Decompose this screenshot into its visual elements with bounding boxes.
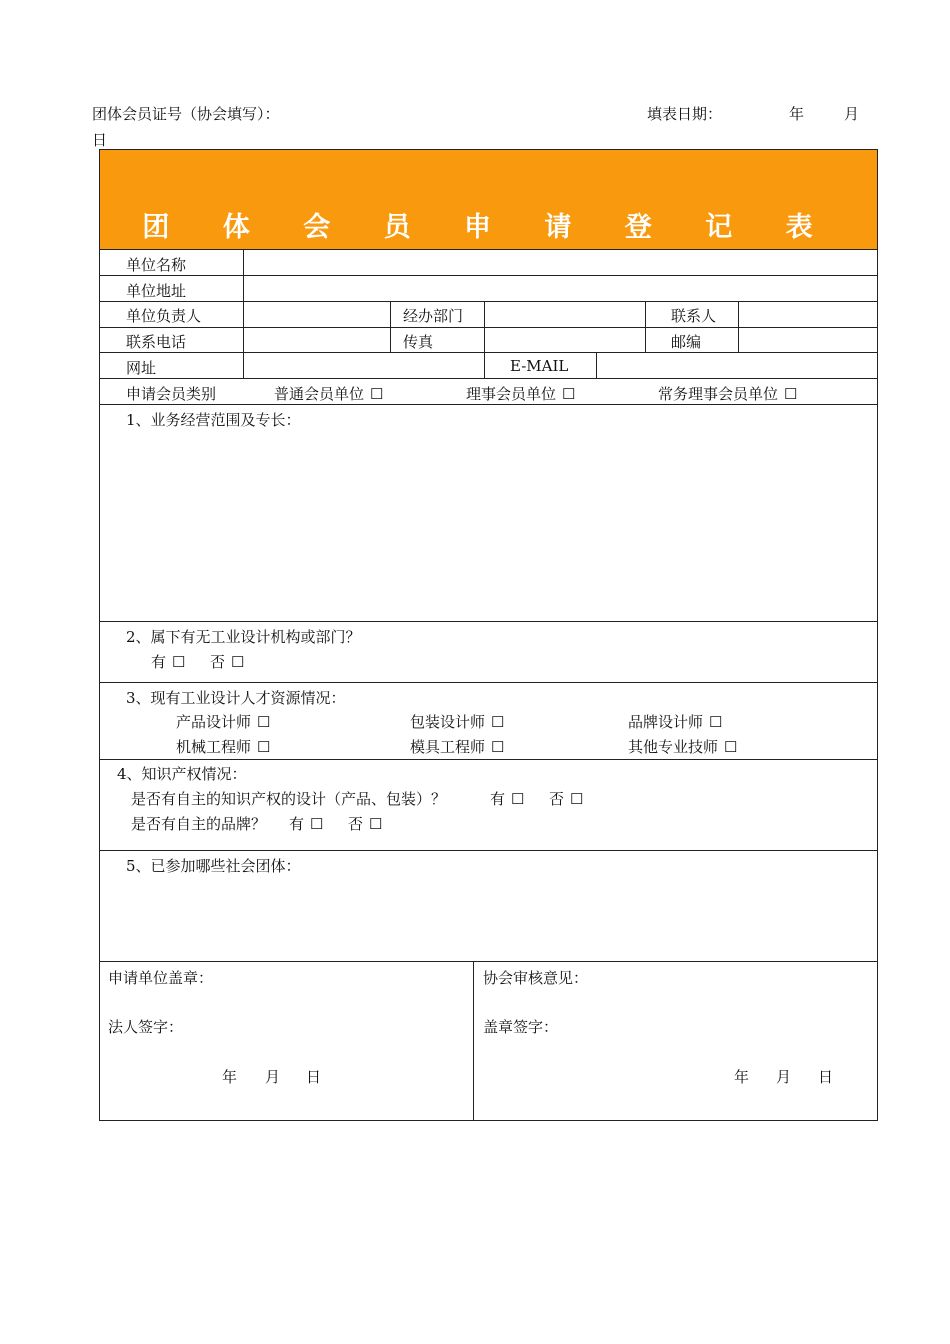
- member-type-option-regular[interactable]: [274, 383, 383, 404]
- applicant-seal-label: 申请单位盖章：: [108, 969, 214, 987]
- row-line: [99, 682, 878, 683]
- option-label: 产品设计师: [176, 713, 252, 731]
- option-label: 包装设计师: [410, 713, 486, 731]
- option-label: 有: [289, 815, 305, 833]
- option-label: 有: [490, 790, 506, 808]
- checkbox-icon[interactable]: ☐: [491, 738, 505, 756]
- ip-brand-no[interactable]: [348, 813, 382, 834]
- checkbox-icon[interactable]: ☐: [491, 713, 505, 731]
- option-label: 否: [549, 790, 565, 808]
- assoc-date-day: 日: [818, 1068, 834, 1086]
- fill-date-label: 填表日期：: [647, 105, 723, 123]
- business-scope-field[interactable]: [110, 432, 865, 614]
- talent-product-designer[interactable]: [176, 711, 270, 732]
- ip-brand-yes[interactable]: [289, 813, 323, 834]
- member-type-option-label: 普通会员单位: [274, 385, 365, 403]
- assoc-date-year: 年: [734, 1068, 750, 1086]
- row-line: [99, 621, 878, 622]
- website-label: 网址: [126, 359, 157, 377]
- fill-date-day: 日: [92, 131, 108, 149]
- section-2-heading: 2、属下有无工业设计机构或部门？: [126, 628, 361, 646]
- row-line: [99, 759, 878, 760]
- checkbox-icon[interactable]: ☐: [370, 385, 384, 403]
- table-border-top: [99, 149, 878, 150]
- assoc-opinion-label: 协会审核意见：: [483, 969, 589, 987]
- handling-dept-field[interactable]: [485, 302, 645, 327]
- contact-person-field[interactable]: [739, 302, 877, 327]
- ip-design-question: [131, 788, 446, 809]
- member-type-option-label: 理事会员单位: [466, 385, 557, 403]
- talent-brand-designer[interactable]: [628, 711, 722, 732]
- col-line: [473, 961, 474, 1121]
- postcode-label: 邮编: [671, 333, 702, 351]
- member-type-option-council[interactable]: [466, 383, 575, 404]
- col-line: [645, 301, 646, 353]
- checkbox-icon[interactable]: ☐: [511, 790, 525, 808]
- checkbox-icon[interactable]: ☐: [570, 790, 584, 808]
- member-type-label: 申请会员类别: [126, 385, 217, 403]
- checkbox-icon[interactable]: ☐: [310, 815, 324, 833]
- section-1-heading: 1、业务经营范围及专长：: [126, 411, 301, 429]
- postcode-field[interactable]: [739, 328, 877, 352]
- unit-name-label: 单位名称: [126, 256, 187, 274]
- option-label: 否: [210, 653, 226, 671]
- applicant-date-year: 年: [222, 1068, 238, 1086]
- ip-brand-question: [131, 813, 266, 834]
- checkbox-icon[interactable]: ☐: [562, 385, 576, 403]
- design-dept-yes[interactable]: [151, 651, 185, 672]
- table-border-right: [877, 149, 878, 1121]
- fax-label: 传真: [403, 333, 434, 351]
- email-field[interactable]: [597, 353, 877, 378]
- legal-sign-label: 法人签字：: [108, 1018, 184, 1036]
- talent-mold-engineer[interactable]: [410, 736, 504, 757]
- email-label: E-MAIL: [510, 357, 569, 375]
- website-field[interactable]: [244, 353, 484, 378]
- assoc-date-month: 月: [776, 1068, 792, 1086]
- checkbox-icon[interactable]: ☐: [257, 713, 271, 731]
- option-label: 否: [348, 815, 364, 833]
- ip-design-no[interactable]: [549, 788, 583, 809]
- member-type-option-label: 常务理事会员单位: [658, 385, 779, 403]
- checkbox-icon[interactable]: ☐: [709, 713, 723, 731]
- option-label: 机械工程师: [176, 738, 252, 756]
- social-groups-field[interactable]: [110, 878, 865, 956]
- checkbox-icon[interactable]: ☐: [172, 653, 186, 671]
- row-line: [99, 850, 878, 851]
- fill-date-year: 年: [789, 105, 805, 123]
- form-title: 团 体 会 员 申 请 登 记 表: [142, 212, 835, 243]
- seal-sign-label: 盖章签字：: [483, 1018, 559, 1036]
- checkbox-icon[interactable]: ☐: [724, 738, 738, 756]
- table-border-left: [99, 149, 100, 1121]
- unit-name-field[interactable]: [244, 250, 877, 275]
- col-line: [390, 301, 391, 353]
- fax-field[interactable]: [485, 328, 645, 352]
- section-5-heading: 5、已参加哪些社会团体：: [126, 857, 301, 875]
- talent-mechanical-engineer[interactable]: [176, 736, 270, 757]
- row-line: [99, 404, 878, 405]
- checkbox-icon[interactable]: ☐: [369, 815, 383, 833]
- row-line: [99, 961, 878, 962]
- talent-other-technician[interactable]: [628, 736, 737, 757]
- design-dept-no[interactable]: [210, 651, 244, 672]
- member-type-option-executive[interactable]: [658, 383, 797, 404]
- member-number-label: 团体会员证号（协会填写）：: [92, 105, 280, 123]
- applicant-date-month: 月: [265, 1068, 281, 1086]
- option-label: 有: [151, 653, 167, 671]
- applicant-date-day: 日: [306, 1068, 322, 1086]
- section-4-heading: 4、知识产权情况：: [117, 765, 247, 783]
- option-label: 其他专业技师: [628, 738, 719, 756]
- unit-head-label: 单位负责人: [126, 307, 202, 325]
- section-3-heading: 3、现有工业设计人才资源情况：: [126, 689, 346, 707]
- phone-label: 联系电话: [126, 333, 187, 351]
- question-text: 是否有自主的品牌？: [131, 815, 267, 833]
- question-text: 是否有自主的知识产权的设计（产品、包装）？: [131, 790, 447, 808]
- option-label: 品牌设计师: [628, 713, 704, 731]
- checkbox-icon[interactable]: ☐: [231, 653, 245, 671]
- table-border-bottom: [99, 1120, 878, 1121]
- unit-head-field[interactable]: [244, 302, 390, 327]
- checkbox-icon[interactable]: ☐: [784, 385, 798, 403]
- row-line: [99, 378, 878, 379]
- phone-field[interactable]: [244, 328, 390, 352]
- ip-design-yes[interactable]: [490, 788, 524, 809]
- option-label: 模具工程师: [410, 738, 486, 756]
- contact-person-label: 联系人: [671, 307, 717, 325]
- unit-address-field[interactable]: [244, 276, 877, 301]
- unit-address-label: 单位地址: [126, 282, 187, 300]
- handling-dept-label: 经办部门: [403, 307, 464, 325]
- fill-date-month: 月: [844, 105, 860, 123]
- checkbox-icon[interactable]: ☐: [257, 738, 271, 756]
- talent-packaging-designer[interactable]: [410, 711, 504, 732]
